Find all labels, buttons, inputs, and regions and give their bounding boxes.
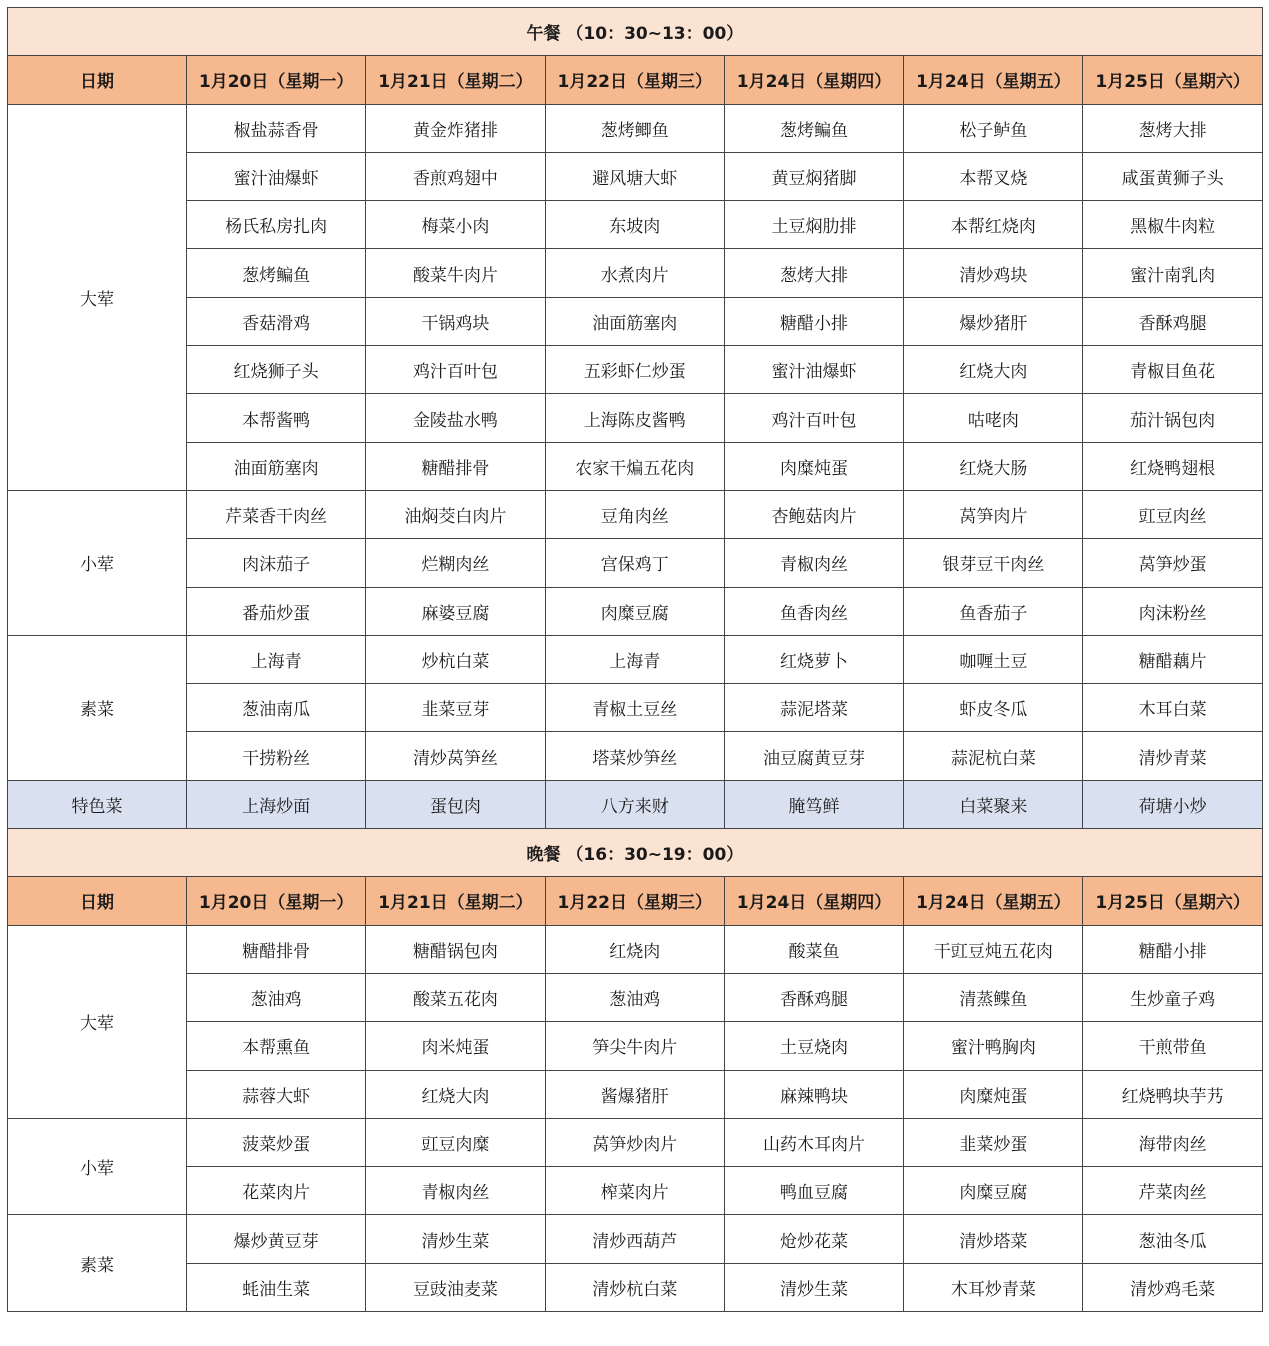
day-header: 1月25日（星期六） (1083, 56, 1262, 104)
dish-cell: 红烧狮子头 (187, 346, 366, 394)
dish-cell: 花菜肉片 (187, 1167, 366, 1215)
dish-cell: 莴笋炒蛋 (1083, 539, 1262, 587)
dish-cell: 土豆烧肉 (724, 1022, 903, 1070)
day-header: 1月25日（星期六） (1083, 877, 1262, 925)
table-row (8, 539, 1263, 587)
dish-cell: 木耳白菜 (1083, 684, 1262, 732)
table-row (8, 1215, 1263, 1263)
dish-cell: 韭菜炒蛋 (904, 1118, 1083, 1166)
dish-cell: 蜜汁南乳肉 (1083, 249, 1262, 297)
dish-cell: 海带肉丝 (1083, 1118, 1262, 1166)
dish-cell: 香煎鸡翅中 (366, 152, 545, 200)
dish-cell: 肉糜炖蛋 (724, 442, 903, 490)
dish-cell: 香菇滑鸡 (187, 297, 366, 345)
dish-cell: 肉米炖蛋 (366, 1022, 545, 1070)
category-label: 小荤 (8, 490, 187, 635)
date-header: 日期 (8, 56, 187, 104)
day-header: 1月24日（星期五） (904, 877, 1083, 925)
dish-cell: 清炒西葫芦 (545, 1215, 724, 1263)
dish-cell: 蒜泥杭白菜 (904, 732, 1083, 780)
table-row (8, 1070, 1263, 1118)
category-label: 小荤 (8, 1118, 187, 1215)
dinner-title: 晚餐 （16：30~19：00） (8, 829, 1263, 877)
day-header: 1月22日（星期三） (545, 877, 724, 925)
dish-cell: 生炒童子鸡 (1083, 973, 1262, 1021)
dish-cell: 干煎带鱼 (1083, 1022, 1262, 1070)
lunch-title-row (8, 8, 1263, 56)
dish-cell: 蒜蓉大虾 (187, 1070, 366, 1118)
dish-cell: 蜜汁油爆虾 (187, 152, 366, 200)
dish-cell: 鸡汁百叶包 (724, 394, 903, 442)
dish-cell: 梅菜小肉 (366, 201, 545, 249)
dish-cell: 蒜泥塔菜 (724, 684, 903, 732)
table-row (8, 1118, 1263, 1166)
dish-cell: 糖醋锅包肉 (366, 925, 545, 973)
dish-cell: 清蒸鲽鱼 (904, 973, 1083, 1021)
dish-cell: 五彩虾仁炒蛋 (545, 346, 724, 394)
dish-cell: 香酥鸡腿 (1083, 297, 1262, 345)
category-label: 大荤 (8, 104, 187, 490)
dish-cell: 上海青 (187, 635, 366, 683)
table-row (8, 249, 1263, 297)
day-header: 1月20日（星期一） (187, 877, 366, 925)
dish-cell: 白菜聚来 (904, 780, 1083, 828)
dish-cell: 菠菜炒蛋 (187, 1118, 366, 1166)
dish-cell: 干锅鸡块 (366, 297, 545, 345)
dish-cell: 榨菜肉片 (545, 1167, 724, 1215)
dish-cell: 糖醋排骨 (366, 442, 545, 490)
dish-cell: 莴笋肉片 (904, 490, 1083, 538)
category-label: 素菜 (8, 635, 187, 780)
dish-cell: 红烧萝卜 (724, 635, 903, 683)
table-row (8, 1022, 1263, 1070)
dish-cell: 炒杭白菜 (366, 635, 545, 683)
dish-cell: 本帮红烧肉 (904, 201, 1083, 249)
dish-cell: 烂糊肉丝 (366, 539, 545, 587)
date-header: 日期 (8, 877, 187, 925)
dish-cell: 金陵盐水鸭 (366, 394, 545, 442)
dish-cell: 咸蛋黄狮子头 (1083, 152, 1262, 200)
day-header: 1月21日（星期二） (366, 877, 545, 925)
dish-cell: 清炒鸡块 (904, 249, 1083, 297)
day-header: 1月24日（星期五） (904, 56, 1083, 104)
dish-cell: 肉糜豆腐 (545, 587, 724, 635)
dish-cell: 杨氏私房扎肉 (187, 201, 366, 249)
dish-cell: 葱烤大排 (1083, 104, 1262, 152)
dish-cell: 芹菜肉丝 (1083, 1167, 1262, 1215)
dish-cell: 油焖茭白肉片 (366, 490, 545, 538)
dish-cell: 葱油鸡 (545, 973, 724, 1021)
dish-cell: 塔菜炒笋丝 (545, 732, 724, 780)
dish-cell: 炝炒花菜 (724, 1215, 903, 1263)
table-row (8, 297, 1263, 345)
dish-cell: 豆角肉丝 (545, 490, 724, 538)
dish-cell: 上海陈皮酱鸭 (545, 394, 724, 442)
dish-cell: 酱爆猪肝 (545, 1070, 724, 1118)
dish-cell: 清炒塔菜 (904, 1215, 1083, 1263)
dish-cell: 爆炒猪肝 (904, 297, 1083, 345)
day-header: 1月24日（星期四） (724, 56, 903, 104)
dish-cell: 油面筋塞肉 (187, 442, 366, 490)
dish-cell: 糖醋藕片 (1083, 635, 1262, 683)
dish-cell: 蜜汁鸭胸肉 (904, 1022, 1083, 1070)
dish-cell: 肉沫粉丝 (1083, 587, 1262, 635)
dish-cell: 麻婆豆腐 (366, 587, 545, 635)
table-row (8, 490, 1263, 538)
table-row (8, 1167, 1263, 1215)
dish-cell: 肉糜豆腐 (904, 1167, 1083, 1215)
table-row (8, 587, 1263, 635)
dish-cell: 避风塘大虾 (545, 152, 724, 200)
dinner-header-row (8, 877, 1263, 925)
table-row (8, 201, 1263, 249)
dish-cell: 韭菜豆芽 (366, 684, 545, 732)
special-row (8, 780, 1263, 828)
dish-cell: 鸡汁百叶包 (366, 346, 545, 394)
table-row (8, 732, 1263, 780)
dish-cell: 椒盐蒜香骨 (187, 104, 366, 152)
category-label: 特色菜 (8, 780, 187, 828)
dish-cell: 青椒目鱼花 (1083, 346, 1262, 394)
dish-cell: 蜜汁油爆虾 (724, 346, 903, 394)
dish-cell: 豇豆肉丝 (1083, 490, 1262, 538)
dish-cell: 肉沫茄子 (187, 539, 366, 587)
dish-cell: 干豇豆炖五花肉 (904, 925, 1083, 973)
category-label: 大荤 (8, 925, 187, 1118)
dish-cell: 红烧鸭块芋艿 (1083, 1070, 1262, 1118)
dish-cell: 银芽豆干肉丝 (904, 539, 1083, 587)
dish-cell: 本帮叉烧 (904, 152, 1083, 200)
dish-cell: 本帮酱鸭 (187, 394, 366, 442)
dish-cell: 八方来财 (545, 780, 724, 828)
dish-cell: 葱油冬瓜 (1083, 1215, 1262, 1263)
dish-cell: 红烧大肉 (366, 1070, 545, 1118)
day-header: 1月22日（星期三） (545, 56, 724, 104)
dish-cell: 芹菜香干肉丝 (187, 490, 366, 538)
dish-cell: 红烧肉 (545, 925, 724, 973)
dish-cell: 清炒鸡毛菜 (1083, 1263, 1262, 1311)
dish-cell: 番茄炒蛋 (187, 587, 366, 635)
dish-cell: 青椒肉丝 (366, 1167, 545, 1215)
lunch-header-row (8, 56, 1263, 104)
dish-cell: 黑椒牛肉粒 (1083, 201, 1262, 249)
dish-cell: 肉糜炖蛋 (904, 1070, 1083, 1118)
dish-cell: 油豆腐黄豆芽 (724, 732, 903, 780)
dish-cell: 莴笋炒肉片 (545, 1118, 724, 1166)
dish-cell: 麻辣鸭块 (724, 1070, 903, 1118)
dish-cell: 糖醋小排 (724, 297, 903, 345)
dish-cell: 豇豆肉糜 (366, 1118, 545, 1166)
dish-cell: 香酥鸡腿 (724, 973, 903, 1021)
dish-cell: 爆炒黄豆芽 (187, 1215, 366, 1263)
dish-cell: 笋尖牛肉片 (545, 1022, 724, 1070)
table-row (8, 346, 1263, 394)
category-label: 素菜 (8, 1215, 187, 1312)
dish-cell: 鱼香茄子 (904, 587, 1083, 635)
dish-cell: 鸭血豆腐 (724, 1167, 903, 1215)
table-row (8, 925, 1263, 973)
dish-cell: 咖喱土豆 (904, 635, 1083, 683)
dish-cell: 虾皮冬瓜 (904, 684, 1083, 732)
dish-cell: 清炒杭白菜 (545, 1263, 724, 1311)
dish-cell: 酸菜鱼 (724, 925, 903, 973)
dish-cell: 青椒土豆丝 (545, 684, 724, 732)
dish-cell: 葱烤鳊鱼 (187, 249, 366, 297)
dish-cell: 油面筋塞肉 (545, 297, 724, 345)
dish-cell: 咕咾肉 (904, 394, 1083, 442)
day-header: 1月20日（星期一） (187, 56, 366, 104)
dish-cell: 葱烤大排 (724, 249, 903, 297)
dish-cell: 清炒生菜 (724, 1263, 903, 1311)
dish-cell: 本帮熏鱼 (187, 1022, 366, 1070)
dish-cell: 葱烤鲫鱼 (545, 104, 724, 152)
dish-cell: 蚝油生菜 (187, 1263, 366, 1311)
dish-cell: 清炒青菜 (1083, 732, 1262, 780)
table-row (8, 684, 1263, 732)
table-row (8, 635, 1263, 683)
dish-cell: 葱油鸡 (187, 973, 366, 1021)
dish-cell: 松子鲈鱼 (904, 104, 1083, 152)
dish-cell: 红烧大肉 (904, 346, 1083, 394)
dish-cell: 山药木耳肉片 (724, 1118, 903, 1166)
table-row (8, 973, 1263, 1021)
dish-cell: 清炒莴笋丝 (366, 732, 545, 780)
dish-cell: 腌笃鲜 (724, 780, 903, 828)
table-row (8, 152, 1263, 200)
dish-cell: 蛋包肉 (366, 780, 545, 828)
dish-cell: 红烧大肠 (904, 442, 1083, 490)
dish-cell: 豆豉油麦菜 (366, 1263, 545, 1311)
dinner-title-row (8, 829, 1263, 877)
lunch-title: 午餐 （10：30~13：00） (8, 8, 1263, 56)
dish-cell: 酸菜牛肉片 (366, 249, 545, 297)
dish-cell: 木耳炒青菜 (904, 1263, 1083, 1311)
dish-cell: 水煮肉片 (545, 249, 724, 297)
dish-cell: 红烧鸭翅根 (1083, 442, 1262, 490)
dish-cell: 糖醋排骨 (187, 925, 366, 973)
dish-cell: 葱油南瓜 (187, 684, 366, 732)
dish-cell: 上海青 (545, 635, 724, 683)
dish-cell: 干捞粉丝 (187, 732, 366, 780)
dish-cell: 糖醋小排 (1083, 925, 1262, 973)
menu-table (7, 7, 1263, 1312)
table-row (8, 104, 1263, 152)
dish-cell: 青椒肉丝 (724, 539, 903, 587)
table-row (8, 394, 1263, 442)
table-row (8, 1263, 1263, 1311)
dish-cell: 上海炒面 (187, 780, 366, 828)
dish-cell: 土豆焖肋排 (724, 201, 903, 249)
weekly-menu (7, 7, 1262, 1312)
dish-cell: 荷塘小炒 (1083, 780, 1262, 828)
dish-cell: 酸菜五花肉 (366, 973, 545, 1021)
table-row (8, 442, 1263, 490)
dish-cell: 农家干煸五花肉 (545, 442, 724, 490)
dish-cell: 黄豆焖猪脚 (724, 152, 903, 200)
day-header: 1月24日（星期四） (724, 877, 903, 925)
dish-cell: 宫保鸡丁 (545, 539, 724, 587)
dish-cell: 杏鲍菇肉片 (724, 490, 903, 538)
dish-cell: 葱烤鳊鱼 (724, 104, 903, 152)
day-header: 1月21日（星期二） (366, 56, 545, 104)
dish-cell: 黄金炸猪排 (366, 104, 545, 152)
dish-cell: 清炒生菜 (366, 1215, 545, 1263)
dish-cell: 东坡肉 (545, 201, 724, 249)
dish-cell: 茄汁锅包肉 (1083, 394, 1262, 442)
dish-cell: 鱼香肉丝 (724, 587, 903, 635)
